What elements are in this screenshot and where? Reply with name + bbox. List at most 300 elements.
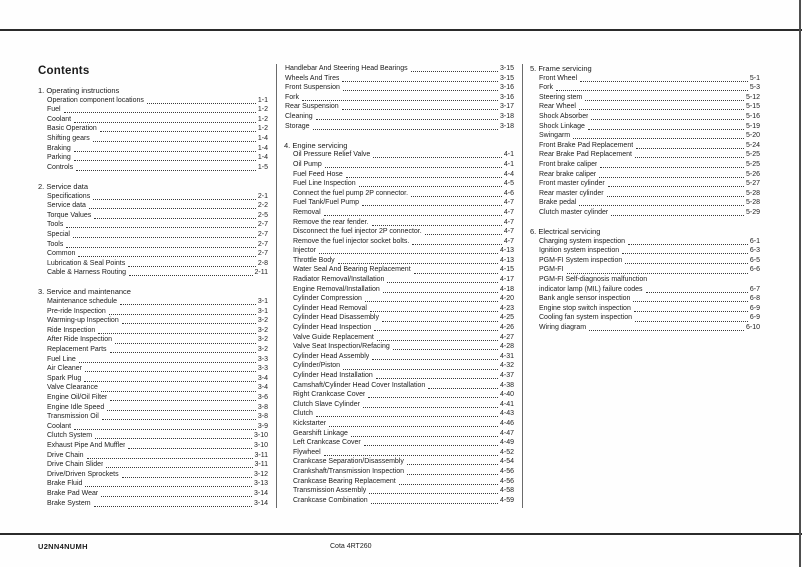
entry-label: Operation component locations	[47, 96, 144, 104]
entry-page-number: 3-9	[257, 422, 268, 430]
dot-leader	[599, 177, 744, 178]
entry-page-number: 4-59	[499, 496, 514, 504]
entry-label: Fork	[285, 93, 299, 101]
entry-label: Ignition system inspection	[539, 247, 620, 255]
toc-entry	[284, 313, 514, 323]
entry-label: Replacement Parts	[47, 346, 107, 354]
entry-label: Flywheel	[293, 448, 321, 456]
dot-leader	[600, 167, 744, 168]
dot-leader	[382, 321, 498, 322]
entry-page-number: 2-2	[257, 202, 268, 210]
entry-page-number: 4-23	[499, 304, 514, 312]
entry-page-number: 4-7	[503, 237, 514, 245]
dot-leader	[98, 333, 256, 334]
toc-entry	[38, 499, 268, 509]
entry-label: Rear brake caliper	[539, 170, 597, 178]
entry-label: Air Cleaner	[47, 365, 83, 373]
dot-leader	[588, 129, 744, 130]
entry-label: Drive/Driven Sprockets	[47, 470, 119, 478]
entry-label: Shock Linkage	[539, 122, 585, 130]
entry-page-number: 4-7	[503, 199, 514, 207]
section-heading: 1. Operating instructions	[38, 86, 120, 95]
entry-page-number: 4-6	[503, 189, 514, 197]
dot-leader	[79, 362, 256, 363]
toc-entry	[284, 342, 514, 352]
toc-entry	[38, 249, 268, 259]
entry-page-number: 6-1	[749, 237, 760, 245]
toc-entry	[38, 374, 268, 384]
entry-page-number: 6-3	[749, 247, 760, 255]
entry-page-number: 4-56	[499, 467, 514, 475]
dot-leader	[316, 416, 498, 417]
toc-entry	[38, 192, 268, 202]
toc-entry	[38, 355, 268, 365]
entry-label: Crankcase Combination	[293, 496, 368, 504]
toc-entry	[284, 189, 514, 199]
dot-leader	[93, 199, 256, 200]
entry-page-number: 4-41	[499, 400, 514, 408]
dot-leader	[324, 455, 498, 456]
entry-label: Throttle Body	[293, 256, 335, 264]
dot-leader	[411, 196, 502, 197]
dot-leader	[372, 225, 502, 226]
page-edge-line	[799, 0, 801, 567]
toc-entry	[284, 467, 514, 477]
entry-page-number: 4-38	[499, 381, 514, 389]
dot-leader	[636, 148, 744, 149]
entry-page-number: 4-13	[499, 247, 514, 255]
entry-label: Disconnect the fuel injector 2P connector.	[293, 228, 422, 236]
entry-page-number: 5-12	[745, 93, 760, 101]
dot-leader	[371, 503, 498, 504]
entry-page-number: 3-10	[253, 432, 268, 440]
entry-page-number: 5-1	[749, 74, 760, 82]
toc-entry	[38, 451, 268, 461]
entry-label: Fuel	[47, 106, 61, 114]
toc-entry	[284, 198, 514, 208]
toc-entry	[284, 102, 514, 112]
entry-label: Cylinder/Piston	[293, 362, 341, 370]
entry-label: Fork	[539, 84, 553, 92]
entry-label: Cylinder Head Removal	[293, 304, 367, 312]
toc-entry	[38, 105, 268, 115]
dot-leader	[342, 109, 498, 110]
entry-page-number: 3-8	[257, 403, 268, 411]
entry-page-number: 5-29	[745, 208, 760, 216]
toc-entry	[38, 345, 268, 355]
toc-entry	[38, 393, 268, 403]
dot-leader	[87, 458, 253, 459]
toc-entry	[530, 141, 760, 151]
toc-entry	[38, 297, 268, 307]
entry-page-number: 4-52	[499, 448, 514, 456]
entry-page-number: 3-3	[257, 365, 268, 373]
entry-page-number: 6-6	[749, 266, 760, 274]
entry-page-number: 3-12	[253, 470, 268, 478]
entry-label: Shifting gears	[47, 134, 90, 142]
toc-entry	[284, 486, 514, 496]
toc-entry	[530, 313, 760, 323]
dot-leader	[608, 186, 744, 187]
dot-leader	[89, 208, 256, 209]
dot-leader	[66, 227, 256, 228]
entry-page-number: 1-4	[257, 144, 268, 152]
dot-leader	[95, 438, 252, 439]
toc-entry	[530, 285, 760, 295]
dot-leader	[363, 407, 498, 408]
toc-column-1	[38, 64, 276, 508]
section-heading: 6. Electrical servicing	[530, 227, 601, 237]
entry-page-number: 2-7	[257, 221, 268, 229]
entry-label: Parking	[47, 154, 71, 162]
section-heading: 4. Engine servicing	[284, 140, 348, 150]
dot-leader	[109, 314, 256, 315]
entry-label: Engine Idle Speed	[47, 403, 105, 411]
entry-page-number: 4-28	[499, 343, 514, 351]
entry-label: Cooling fan system inspection	[539, 314, 632, 322]
toc-entry	[38, 201, 268, 211]
entry-label: Wiring diagram	[539, 324, 587, 332]
entry-label: Warming-up Inspection	[47, 317, 119, 325]
entry-page-number: 2-8	[257, 259, 268, 267]
entry-label: Fuel Tank/Fuel Pump	[293, 199, 360, 207]
dot-leader	[376, 378, 498, 379]
entry-page-number: 4-27	[499, 333, 514, 341]
toc-entry	[38, 307, 268, 317]
entry-label: Special	[47, 230, 70, 238]
entry-page-number: 6-5	[749, 256, 760, 264]
entry-page-number: 3-11	[254, 451, 268, 459]
dot-leader	[94, 218, 256, 219]
dot-leader	[110, 400, 256, 401]
dot-leader	[84, 381, 256, 382]
toc-entry	[38, 479, 268, 489]
toc-column-3	[522, 64, 768, 508]
toc-entry	[38, 460, 268, 470]
entry-page-number: 5-20	[745, 132, 760, 140]
toc-entry	[530, 83, 760, 93]
toc-entry	[38, 259, 268, 269]
entry-page-number: 4-49	[499, 439, 514, 447]
dot-leader	[425, 234, 502, 235]
entry-page-number: 5-26	[745, 170, 760, 178]
entry-page-number: 3-16	[499, 93, 514, 101]
toc-entry	[284, 208, 514, 218]
toc-entry	[284, 83, 514, 93]
toc-entry	[530, 237, 760, 247]
toc-entry	[284, 390, 514, 400]
entry-page-number: 4-56	[499, 477, 514, 485]
entry-label: Transmission Assembly	[293, 487, 367, 495]
dot-leader	[85, 371, 256, 372]
entry-page-number: 4-4	[503, 170, 514, 178]
entry-label: Cylinder Compression	[293, 295, 362, 303]
entry-label: Oil Pump	[293, 160, 322, 168]
entry-label: Rear master cylinder	[539, 189, 604, 197]
entry-label: Rear Brake Pad Replacement	[539, 151, 632, 159]
entry-page-number: 3-13	[253, 480, 268, 488]
toc-entry	[38, 441, 268, 451]
entry-label: Swingarm	[539, 132, 571, 140]
entry-page-number: 1-5	[257, 163, 268, 171]
entry-page-number: 4-18	[499, 285, 514, 293]
toc-entry	[284, 122, 514, 132]
toc-entry	[530, 112, 760, 122]
section-heading: 5. Frame servicing	[530, 64, 592, 73]
entry-label: Ride Inspection	[47, 326, 96, 334]
top-rule	[0, 29, 802, 31]
entry-page-number: 5-25	[745, 151, 760, 159]
toc-entry	[38, 412, 268, 422]
entry-label: Cylinder Head Disassembly	[293, 314, 379, 322]
dot-leader	[93, 141, 256, 142]
toc-section	[38, 287, 268, 508]
entry-label: Charging system inspection	[539, 237, 625, 245]
toc-entry	[530, 122, 760, 132]
entry-page-number: 3-2	[257, 336, 268, 344]
dot-leader	[64, 112, 256, 113]
toc-entry	[284, 457, 514, 467]
toc-entry	[530, 179, 760, 189]
toc-entry	[38, 383, 268, 393]
dot-leader	[102, 419, 256, 420]
dot-leader	[635, 157, 744, 158]
entry-label: Oil Pressure Relief Valve	[293, 151, 371, 159]
toc-entry	[284, 352, 514, 362]
page-title: Contents	[38, 65, 90, 77]
toc-entry	[530, 294, 760, 304]
entry-page-number: 4-47	[499, 429, 514, 437]
entry-label: Removal	[293, 208, 321, 216]
entry-page-number: 1-2	[257, 125, 268, 133]
entry-page-number: 3-14	[253, 489, 268, 497]
entry-page-number: 4-1	[503, 160, 514, 168]
entry-page-number: 4-46	[499, 419, 514, 427]
toc-entry	[38, 470, 268, 480]
toc-section	[38, 182, 268, 278]
entry-label: Braking	[47, 144, 71, 152]
entry-label: Injector	[293, 247, 316, 255]
toc-entry	[284, 93, 514, 103]
dot-leader	[110, 352, 256, 353]
toc-entry	[284, 323, 514, 333]
entry-page-number: 3-15	[499, 65, 514, 72]
entry-label: Brake Fluid	[47, 480, 83, 488]
entry-label: Bank angle sensor inspection	[539, 295, 631, 303]
toc-entry	[530, 208, 760, 218]
toc-entry	[38, 326, 268, 336]
entry-page-number: 3-1	[257, 298, 268, 306]
toc-entry	[284, 265, 514, 275]
toc-entry	[530, 102, 760, 112]
dot-leader	[316, 119, 498, 120]
entry-label: Front Brake Pad Replacement	[539, 141, 634, 149]
dot-leader	[94, 506, 252, 507]
entry-label: Pre-ride Inspection	[47, 307, 106, 315]
entry-page-number: 1-2	[257, 106, 268, 114]
dot-leader	[74, 160, 256, 161]
dot-leader	[622, 253, 748, 254]
entry-page-number: 1-4	[257, 154, 268, 162]
entry-page-number: 5-27	[745, 180, 760, 188]
entry-page-number: 2-7	[257, 230, 268, 238]
entry-label: Front Wheel	[539, 74, 578, 82]
dot-leader	[607, 196, 744, 197]
entry-page-number: 4-58	[499, 487, 514, 495]
entry-page-number: 3-18	[499, 122, 514, 130]
entry-label: Front master cylinder	[539, 180, 605, 188]
entry-label: Brake System	[47, 499, 91, 507]
dot-leader	[369, 493, 498, 494]
toc-entry	[284, 275, 514, 285]
toc-entry	[284, 438, 514, 448]
entry-page-number: 4-43	[499, 410, 514, 418]
footer-model-name: Cota 4RT260	[330, 543, 372, 550]
dot-leader	[329, 426, 498, 427]
entry-page-number: 4-5	[503, 180, 514, 188]
toc-entry	[38, 335, 268, 345]
entry-page-number: 1-4	[257, 134, 268, 142]
entry-label: Water Seal And Bearing Replacement	[293, 266, 411, 274]
toc-column-2	[276, 64, 522, 508]
entry-label: Cleaning	[285, 112, 313, 120]
toc-entry	[530, 304, 760, 314]
entry-label: Fuel Line Inspection	[293, 180, 356, 188]
dot-leader	[634, 311, 748, 312]
dot-leader	[313, 129, 498, 130]
dot-leader	[567, 273, 748, 274]
dot-leader	[74, 122, 256, 123]
entry-label: indicator lamp (MIL) failure codes	[539, 285, 643, 293]
toc-entry	[284, 256, 514, 266]
dot-leader	[364, 445, 498, 446]
entry-page-number: 6-9	[749, 314, 760, 322]
dot-leader	[346, 177, 502, 178]
toc-entry	[284, 64, 514, 74]
toc-entry	[284, 285, 514, 295]
entry-page-number: 4-1	[503, 151, 514, 159]
dot-leader	[106, 467, 252, 468]
entry-label: Clutch System	[47, 432, 93, 440]
toc-entry	[38, 489, 268, 499]
toc-entry	[38, 431, 268, 441]
entry-page-number: 3-1	[257, 307, 268, 315]
dot-leader	[611, 215, 744, 216]
entry-page-number: 2-7	[257, 250, 268, 258]
dot-leader	[359, 186, 502, 187]
toc-entry	[38, 163, 268, 173]
dot-leader	[625, 263, 748, 264]
entry-label: Spark Plug	[47, 374, 82, 382]
dot-leader	[412, 244, 502, 245]
entry-label: Drive Chain	[47, 451, 84, 459]
toc-entry	[284, 150, 514, 160]
dot-leader	[147, 103, 256, 104]
dot-leader	[573, 138, 744, 139]
entry-page-number: 4-20	[499, 295, 514, 303]
entry-label: Camshaft/Cylinder Head Cover Installation	[293, 381, 426, 389]
entry-label: PGM-FI System inspection	[539, 256, 623, 264]
toc-entry	[284, 371, 514, 381]
dot-leader	[66, 247, 256, 248]
entry-page-number: 3-2	[257, 346, 268, 354]
entry-page-number: 5-24	[745, 141, 760, 149]
toc-entry	[284, 361, 514, 371]
dot-leader	[591, 119, 744, 120]
dot-leader	[368, 397, 498, 398]
entry-page-number: 3-10	[253, 441, 268, 449]
entry-label: PGM-FI Self-diagnosis malfunction	[539, 276, 648, 284]
dot-leader	[101, 496, 252, 497]
dot-leader	[399, 484, 498, 485]
entry-page-number: 4-15	[499, 266, 514, 274]
toc-entry	[284, 419, 514, 429]
dot-leader	[351, 436, 498, 437]
entry-label: Wheels And Tires	[285, 74, 340, 82]
entry-label: Rear Wheel	[539, 103, 576, 111]
toc-entry	[284, 246, 514, 256]
entry-label: Cylinder Head Assembly	[293, 352, 370, 360]
entry-label: Rear Suspension	[285, 103, 339, 111]
entry-page-number: 2-5	[257, 211, 268, 219]
toc-entry	[38, 268, 268, 278]
toc-entry	[284, 400, 514, 410]
entry-label: Common	[47, 250, 76, 258]
entry-label: Shock Absorber	[539, 112, 589, 120]
entry-label: Brake pedal	[539, 199, 577, 207]
dot-leader	[85, 486, 252, 487]
entry-label: Transmission Oil	[47, 413, 99, 421]
entry-page-number: 3-16	[499, 84, 514, 92]
entry-label: Lubrication & Seal Points	[47, 259, 126, 267]
dot-leader	[101, 391, 256, 392]
dot-leader	[122, 323, 256, 324]
toc-entry	[38, 144, 268, 154]
toc-columns	[38, 64, 768, 508]
toc-entry	[284, 170, 514, 180]
entry-label: Fuel Line	[47, 355, 76, 363]
entry-label: Coolant	[47, 115, 72, 123]
entry-page-number: 4-13	[499, 256, 514, 264]
entry-label: Valve Clearance	[47, 384, 98, 392]
toc-entry	[530, 189, 760, 199]
entry-page-number: 5-15	[745, 103, 760, 111]
entry-label: Specifications	[47, 192, 91, 200]
toc-entry	[284, 333, 514, 343]
entry-page-number: 4-32	[499, 362, 514, 370]
toc-entry	[284, 381, 514, 391]
dot-leader	[383, 292, 498, 293]
dot-leader	[646, 292, 748, 293]
toc-entry	[530, 323, 760, 333]
entry-label: Service data	[47, 202, 86, 210]
toc-entry	[284, 227, 514, 237]
entry-page-number: 2-7	[257, 240, 268, 248]
entry-page-number: 2-1	[257, 192, 268, 200]
entry-page-number: 1-1	[257, 96, 268, 104]
entry-page-number: 6-9	[749, 304, 760, 312]
toc-entry	[284, 429, 514, 439]
entry-label: Handlebar And Steering Head Bearings	[285, 65, 408, 72]
dot-leader	[377, 340, 498, 341]
entry-page-number: 6-7	[749, 285, 760, 293]
toc-section	[530, 227, 760, 333]
entry-label: Tools	[47, 240, 64, 248]
dot-leader	[579, 109, 744, 110]
entry-label: Engine stop switch inspection	[539, 304, 631, 312]
entry-page-number: 5-3	[749, 84, 760, 92]
entry-page-number: 3-2	[257, 317, 268, 325]
